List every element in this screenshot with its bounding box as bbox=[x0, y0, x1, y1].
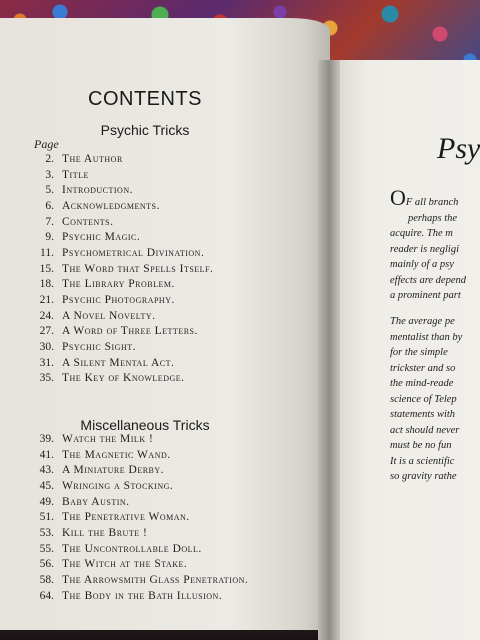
toc-entry-title: Wringing a Stocking. bbox=[62, 479, 174, 492]
toc-page-number: 35. bbox=[39, 372, 54, 385]
paragraph-line: a prominent part bbox=[390, 290, 461, 301]
toc-row bbox=[30, 447, 248, 463]
toc-row bbox=[30, 277, 213, 293]
toc-row bbox=[30, 182, 213, 198]
toc-row bbox=[30, 245, 213, 261]
toc-row bbox=[30, 324, 213, 340]
toc-entry-title: Watch the Milk ! bbox=[62, 432, 154, 445]
toc-row bbox=[30, 214, 213, 230]
toc-page-number: 6. bbox=[45, 199, 54, 212]
toc-entry-title: Introduction. bbox=[62, 184, 133, 197]
paragraph-line: mentalist than by bbox=[390, 331, 463, 343]
right-page-paragraph-1 bbox=[390, 185, 466, 304]
toc-row bbox=[30, 572, 248, 588]
paragraph-line: must be no fun bbox=[390, 440, 452, 451]
paragraph-line: the mind-reade bbox=[390, 378, 454, 389]
paragraph-line: for the simple bbox=[390, 347, 448, 358]
toc-row bbox=[30, 509, 248, 525]
toc-row bbox=[30, 478, 248, 494]
toc-row bbox=[30, 292, 213, 308]
toc-entry-title: The Body in the Bath Illusion. bbox=[62, 589, 223, 602]
toc-page-number: 56. bbox=[39, 558, 54, 571]
paragraph-line: science of Telep bbox=[390, 393, 457, 405]
toc-page-number: 18. bbox=[39, 278, 54, 291]
toc-entry-title: The Witch at the Stake. bbox=[62, 558, 188, 571]
right-page-paragraph-2 bbox=[390, 314, 462, 485]
toc-entry-title: The Author bbox=[62, 152, 123, 165]
toc-page-number: 24. bbox=[39, 309, 54, 322]
section-title-miscellaneous: Miscellaneous Tricks bbox=[80, 417, 210, 433]
paragraph-line: reader is negligi bbox=[390, 243, 460, 255]
paragraph-line: act should never bbox=[390, 424, 460, 436]
toc-entry-title: Psychic Photography. bbox=[62, 294, 175, 307]
toc-row bbox=[30, 229, 213, 245]
paragraph-line: The average pe bbox=[390, 316, 455, 327]
paragraph-line: effects are depend bbox=[390, 274, 466, 286]
toc-page-number: 39. bbox=[39, 432, 54, 445]
drop-cap: O bbox=[390, 185, 406, 210]
toc-page-number: 41. bbox=[39, 448, 54, 461]
paragraph-line: OF all branch bbox=[390, 185, 459, 210]
paragraph-line: perhaps the bbox=[408, 212, 458, 224]
toc-row bbox=[30, 355, 213, 371]
toc-entry-title: Psychometrical Divination. bbox=[62, 246, 205, 259]
toc-entry-title: Title bbox=[62, 168, 89, 181]
toc-entry-title: Acknowledgments. bbox=[62, 199, 160, 212]
toc-page-number: 5. bbox=[45, 184, 54, 197]
toc-list-psychic bbox=[30, 151, 213, 386]
paragraph-line: trickster and so bbox=[390, 362, 456, 374]
toc-row bbox=[30, 308, 213, 324]
right-page-title: Psy bbox=[437, 132, 480, 165]
toc-row bbox=[30, 261, 213, 277]
paragraph-line: acquire. The m bbox=[390, 228, 453, 239]
toc-page-number: 15. bbox=[39, 262, 54, 275]
paragraph-line: statements with bbox=[390, 409, 456, 420]
toc-row bbox=[30, 588, 248, 604]
toc-entry-title: The Arrowsmith Glass Penetration. bbox=[62, 574, 249, 587]
paragraph-line: It is a scientific bbox=[390, 455, 455, 467]
toc-page-number: 7. bbox=[45, 215, 54, 228]
contents-heading: CONTENTS bbox=[88, 88, 202, 110]
toc-page-number: 11. bbox=[40, 246, 54, 259]
toc-page-number: 3. bbox=[45, 168, 54, 181]
toc-entry-title: Contents. bbox=[62, 215, 114, 228]
toc-entry-title: A Word of Three Letters. bbox=[62, 325, 198, 338]
toc-entry-title: The Penetrative Woman. bbox=[62, 511, 190, 524]
toc-page-number: 53. bbox=[39, 526, 54, 539]
toc-row bbox=[30, 462, 248, 478]
toc-page-number: 30. bbox=[39, 341, 54, 354]
toc-entry-title: Psychic Sight. bbox=[62, 341, 136, 354]
toc-entry-title: Baby Austin. bbox=[62, 495, 130, 508]
toc-page-number: 51. bbox=[39, 511, 54, 524]
toc-page-number: 27. bbox=[39, 325, 54, 338]
toc-entry-title: The Key of Knowledge. bbox=[62, 372, 185, 385]
toc-page-number: 64. bbox=[39, 589, 54, 602]
toc-entry-title: Psychic Magic. bbox=[62, 231, 141, 244]
book-gutter bbox=[318, 60, 340, 640]
toc-row bbox=[30, 494, 248, 510]
toc-entry-title: The Uncontrollable Doll. bbox=[62, 542, 202, 555]
toc-row bbox=[30, 339, 213, 355]
toc-row bbox=[30, 525, 248, 541]
page-column-label: Page bbox=[34, 137, 59, 151]
toc-row bbox=[30, 198, 213, 214]
toc-entry-title: A Miniature Derby. bbox=[62, 464, 165, 477]
toc-row bbox=[30, 541, 248, 557]
toc-page-number: 45. bbox=[39, 479, 54, 492]
toc-entry-title: The Word that Spells Itself. bbox=[62, 262, 214, 275]
toc-entry-title: The Library Problem. bbox=[62, 278, 175, 291]
section-title-psychic: Psychic Tricks bbox=[100, 122, 190, 138]
toc-page-number: 49. bbox=[39, 495, 54, 508]
toc-row bbox=[30, 371, 213, 387]
toc-entry-title: A Silent Mental Act. bbox=[62, 356, 175, 369]
paragraph-line: mainly of a psy bbox=[390, 259, 454, 270]
toc-page-number: 55. bbox=[39, 542, 54, 555]
toc-row bbox=[30, 557, 248, 573]
toc-entry-title: Kill the Brute ! bbox=[62, 526, 148, 539]
toc-entry-title: A Novel Novelty. bbox=[62, 309, 156, 322]
toc-page-number: 21. bbox=[39, 294, 54, 307]
toc-entry-title: The Magnetic Wand. bbox=[62, 448, 171, 461]
toc-row bbox=[30, 167, 213, 183]
toc-page-number: 31. bbox=[39, 356, 54, 369]
toc-row bbox=[30, 151, 213, 167]
toc-list-miscellaneous bbox=[30, 431, 248, 604]
toc-page-number: 9. bbox=[45, 231, 54, 244]
toc-page-number: 58. bbox=[39, 574, 54, 587]
toc-row bbox=[30, 431, 248, 447]
toc-page-number: 2. bbox=[45, 152, 54, 165]
toc-page-number: 43. bbox=[39, 464, 54, 477]
paragraph-line: so gravity rathe bbox=[390, 471, 457, 482]
